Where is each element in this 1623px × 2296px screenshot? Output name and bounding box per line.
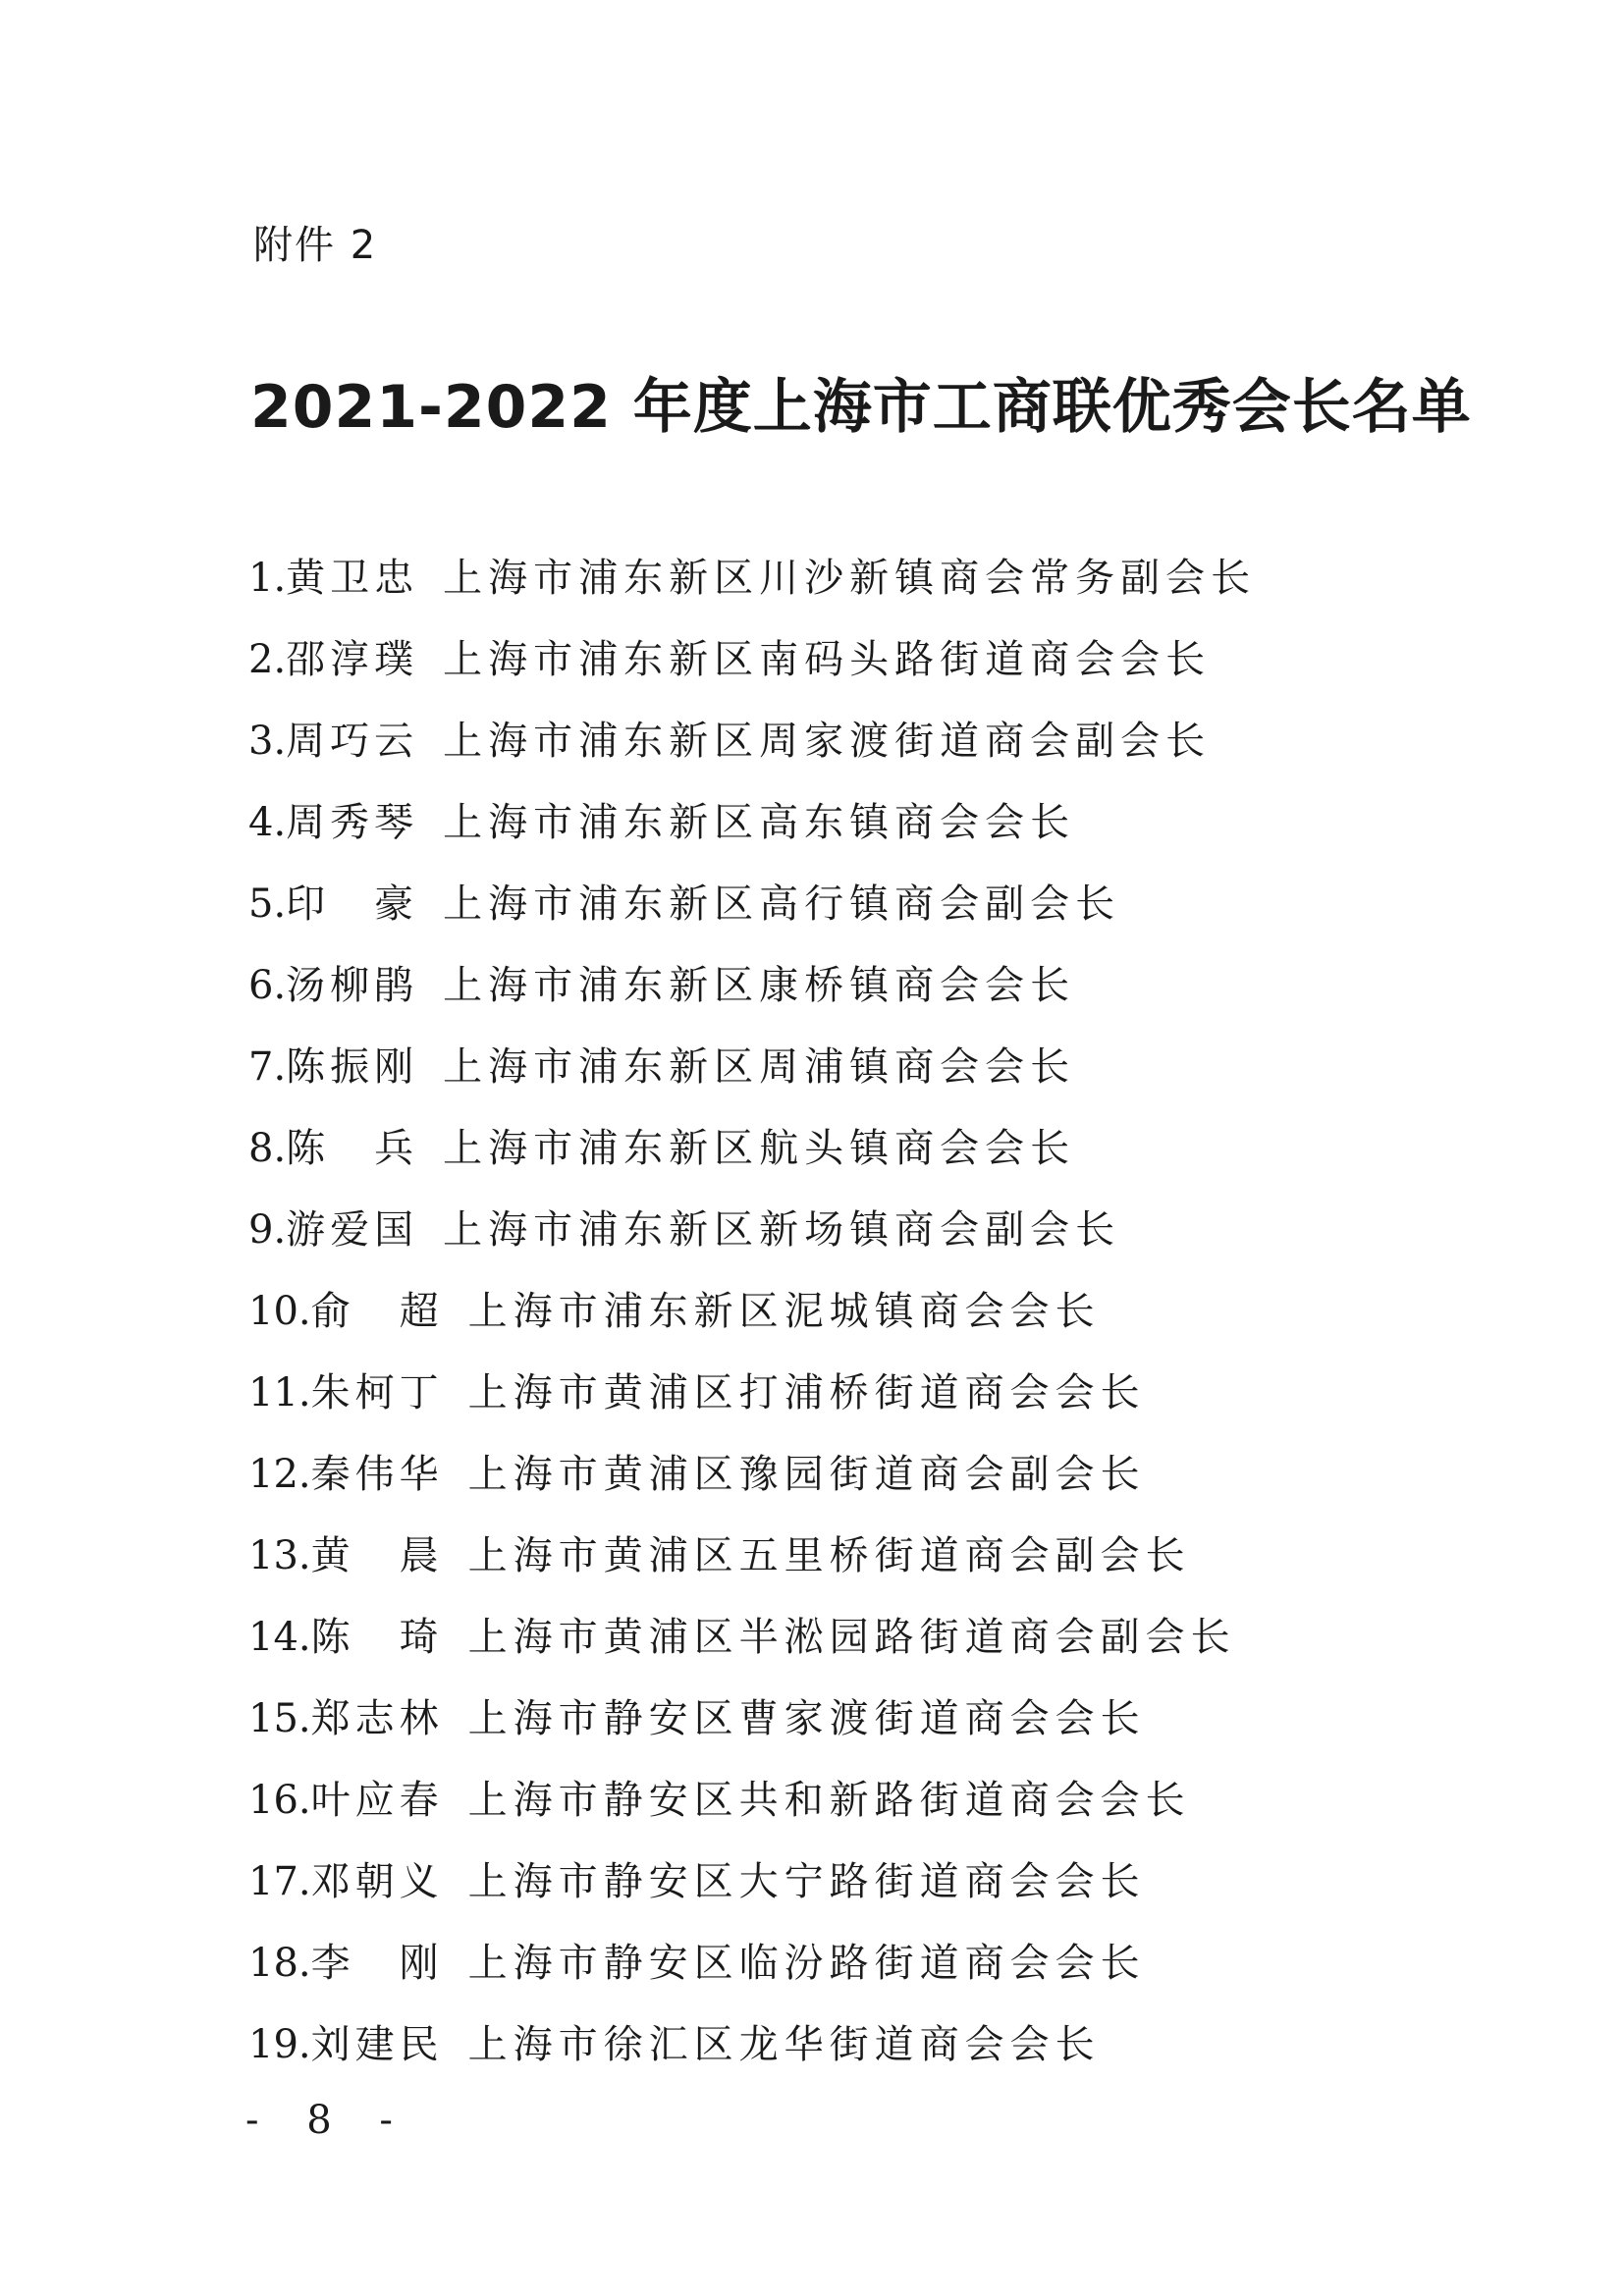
item-number: 4. <box>248 800 287 845</box>
position-description: 上海市浦东新区新场镇商会副会长 <box>443 1207 1121 1253</box>
position-description: 上海市浦东新区南码头路街道商会会长 <box>443 637 1212 682</box>
attachment-label: 附件 2 <box>253 223 378 268</box>
position-description: 上海市静安区共和新路街道商会会长 <box>467 1778 1191 1823</box>
list-item <box>248 701 1256 782</box>
item-number: 5. <box>248 881 287 927</box>
item-number: 2. <box>248 637 287 682</box>
position-description: 上海市徐汇区龙华街道商会会长 <box>467 2022 1101 2067</box>
item-number: 10. <box>248 1289 311 1334</box>
item-number: 7. <box>248 1044 287 1090</box>
item-number: 14. <box>248 1615 311 1660</box>
person-name: 郑志林 <box>310 1696 443 1741</box>
person-name: 秦伟华 <box>310 1452 443 1497</box>
position-description: 上海市静安区大宁路街道商会会长 <box>467 1859 1146 1904</box>
item-number: 9. <box>248 1207 287 1253</box>
list-item <box>248 2004 1256 2086</box>
person-name: 陈琦 <box>310 1615 443 1660</box>
position-description: 上海市浦东新区航头镇商会会长 <box>443 1126 1076 1171</box>
list-item <box>248 1516 1256 1597</box>
item-number: 16. <box>248 1778 311 1823</box>
position-description: 上海市浦东新区康桥镇商会会长 <box>443 963 1076 1008</box>
person-name: 朱柯丁 <box>310 1370 443 1415</box>
page-number: - 8 - <box>245 2098 410 2143</box>
person-name: 刘建民 <box>310 2022 443 2067</box>
person-name: 陈兵 <box>286 1126 418 1171</box>
person-name: 邓朝义 <box>310 1859 443 1904</box>
list-item <box>248 1271 1256 1353</box>
position-description: 上海市黄浦区打浦桥街道商会会长 <box>467 1370 1146 1415</box>
list-item <box>248 1760 1256 1842</box>
item-number: 15. <box>248 1696 311 1741</box>
position-description: 上海市浦东新区川沙新镇商会常务副会长 <box>443 556 1257 601</box>
position-description: 上海市浦东新区高行镇商会副会长 <box>443 881 1121 927</box>
item-number: 18. <box>248 1941 311 1986</box>
person-name: 黄晨 <box>310 1533 443 1578</box>
list-item <box>248 1027 1256 1108</box>
item-number: 13. <box>248 1533 311 1578</box>
item-number: 3. <box>248 719 287 764</box>
person-name: 周秀琴 <box>286 800 418 845</box>
person-name: 黄卫忠 <box>286 556 418 601</box>
person-name: 俞超 <box>310 1289 443 1334</box>
item-number: 17. <box>248 1859 311 1904</box>
person-name: 游爱国 <box>286 1207 418 1253</box>
person-name: 汤柳鹃 <box>286 963 418 1008</box>
person-name: 李刚 <box>310 1941 443 1986</box>
list-item <box>248 864 1256 945</box>
item-number: 12. <box>248 1452 311 1497</box>
list-item <box>248 1679 1256 1760</box>
list-item <box>248 619 1256 701</box>
position-description: 上海市浦东新区周家渡街道商会副会长 <box>443 719 1212 764</box>
position-description: 上海市浦东新区周浦镇商会会长 <box>443 1044 1076 1090</box>
list-item <box>248 782 1256 864</box>
position-description: 上海市黄浦区五里桥街道商会副会长 <box>467 1533 1191 1578</box>
list-item <box>248 1842 1256 1923</box>
person-name: 周巧云 <box>286 719 418 764</box>
list-item <box>248 1190 1256 1271</box>
position-description: 上海市黄浦区半淞园路街道商会副会长 <box>467 1615 1236 1660</box>
list-item <box>248 1923 1256 2004</box>
position-description: 上海市黄浦区豫园街道商会副会长 <box>467 1452 1146 1497</box>
person-name: 叶应春 <box>310 1778 443 1823</box>
list-item <box>248 1597 1256 1679</box>
item-number: 1. <box>248 556 287 601</box>
position-description: 上海市浦东新区泥城镇商会会长 <box>467 1289 1101 1334</box>
list-item <box>248 1353 1256 1434</box>
award-list <box>248 538 1256 2086</box>
position-description: 上海市静安区临汾路街道商会会长 <box>467 1941 1146 1986</box>
person-name: 印豪 <box>286 881 418 927</box>
item-number: 8. <box>248 1126 287 1171</box>
person-name: 邵淳璞 <box>286 637 418 682</box>
position-description: 上海市浦东新区高东镇商会会长 <box>443 800 1076 845</box>
list-item <box>248 538 1256 619</box>
item-number: 19. <box>248 2022 311 2067</box>
person-name: 陈振刚 <box>286 1044 418 1090</box>
list-item <box>248 1434 1256 1516</box>
position-description: 上海市静安区曹家渡街道商会会长 <box>467 1696 1146 1741</box>
item-number: 11. <box>248 1370 311 1415</box>
item-number: 6. <box>248 963 287 1008</box>
list-item <box>248 945 1256 1027</box>
document-title: 2021-2022 年度上海市工商联优秀会长名单 <box>250 373 1472 442</box>
list-item <box>248 1108 1256 1190</box>
